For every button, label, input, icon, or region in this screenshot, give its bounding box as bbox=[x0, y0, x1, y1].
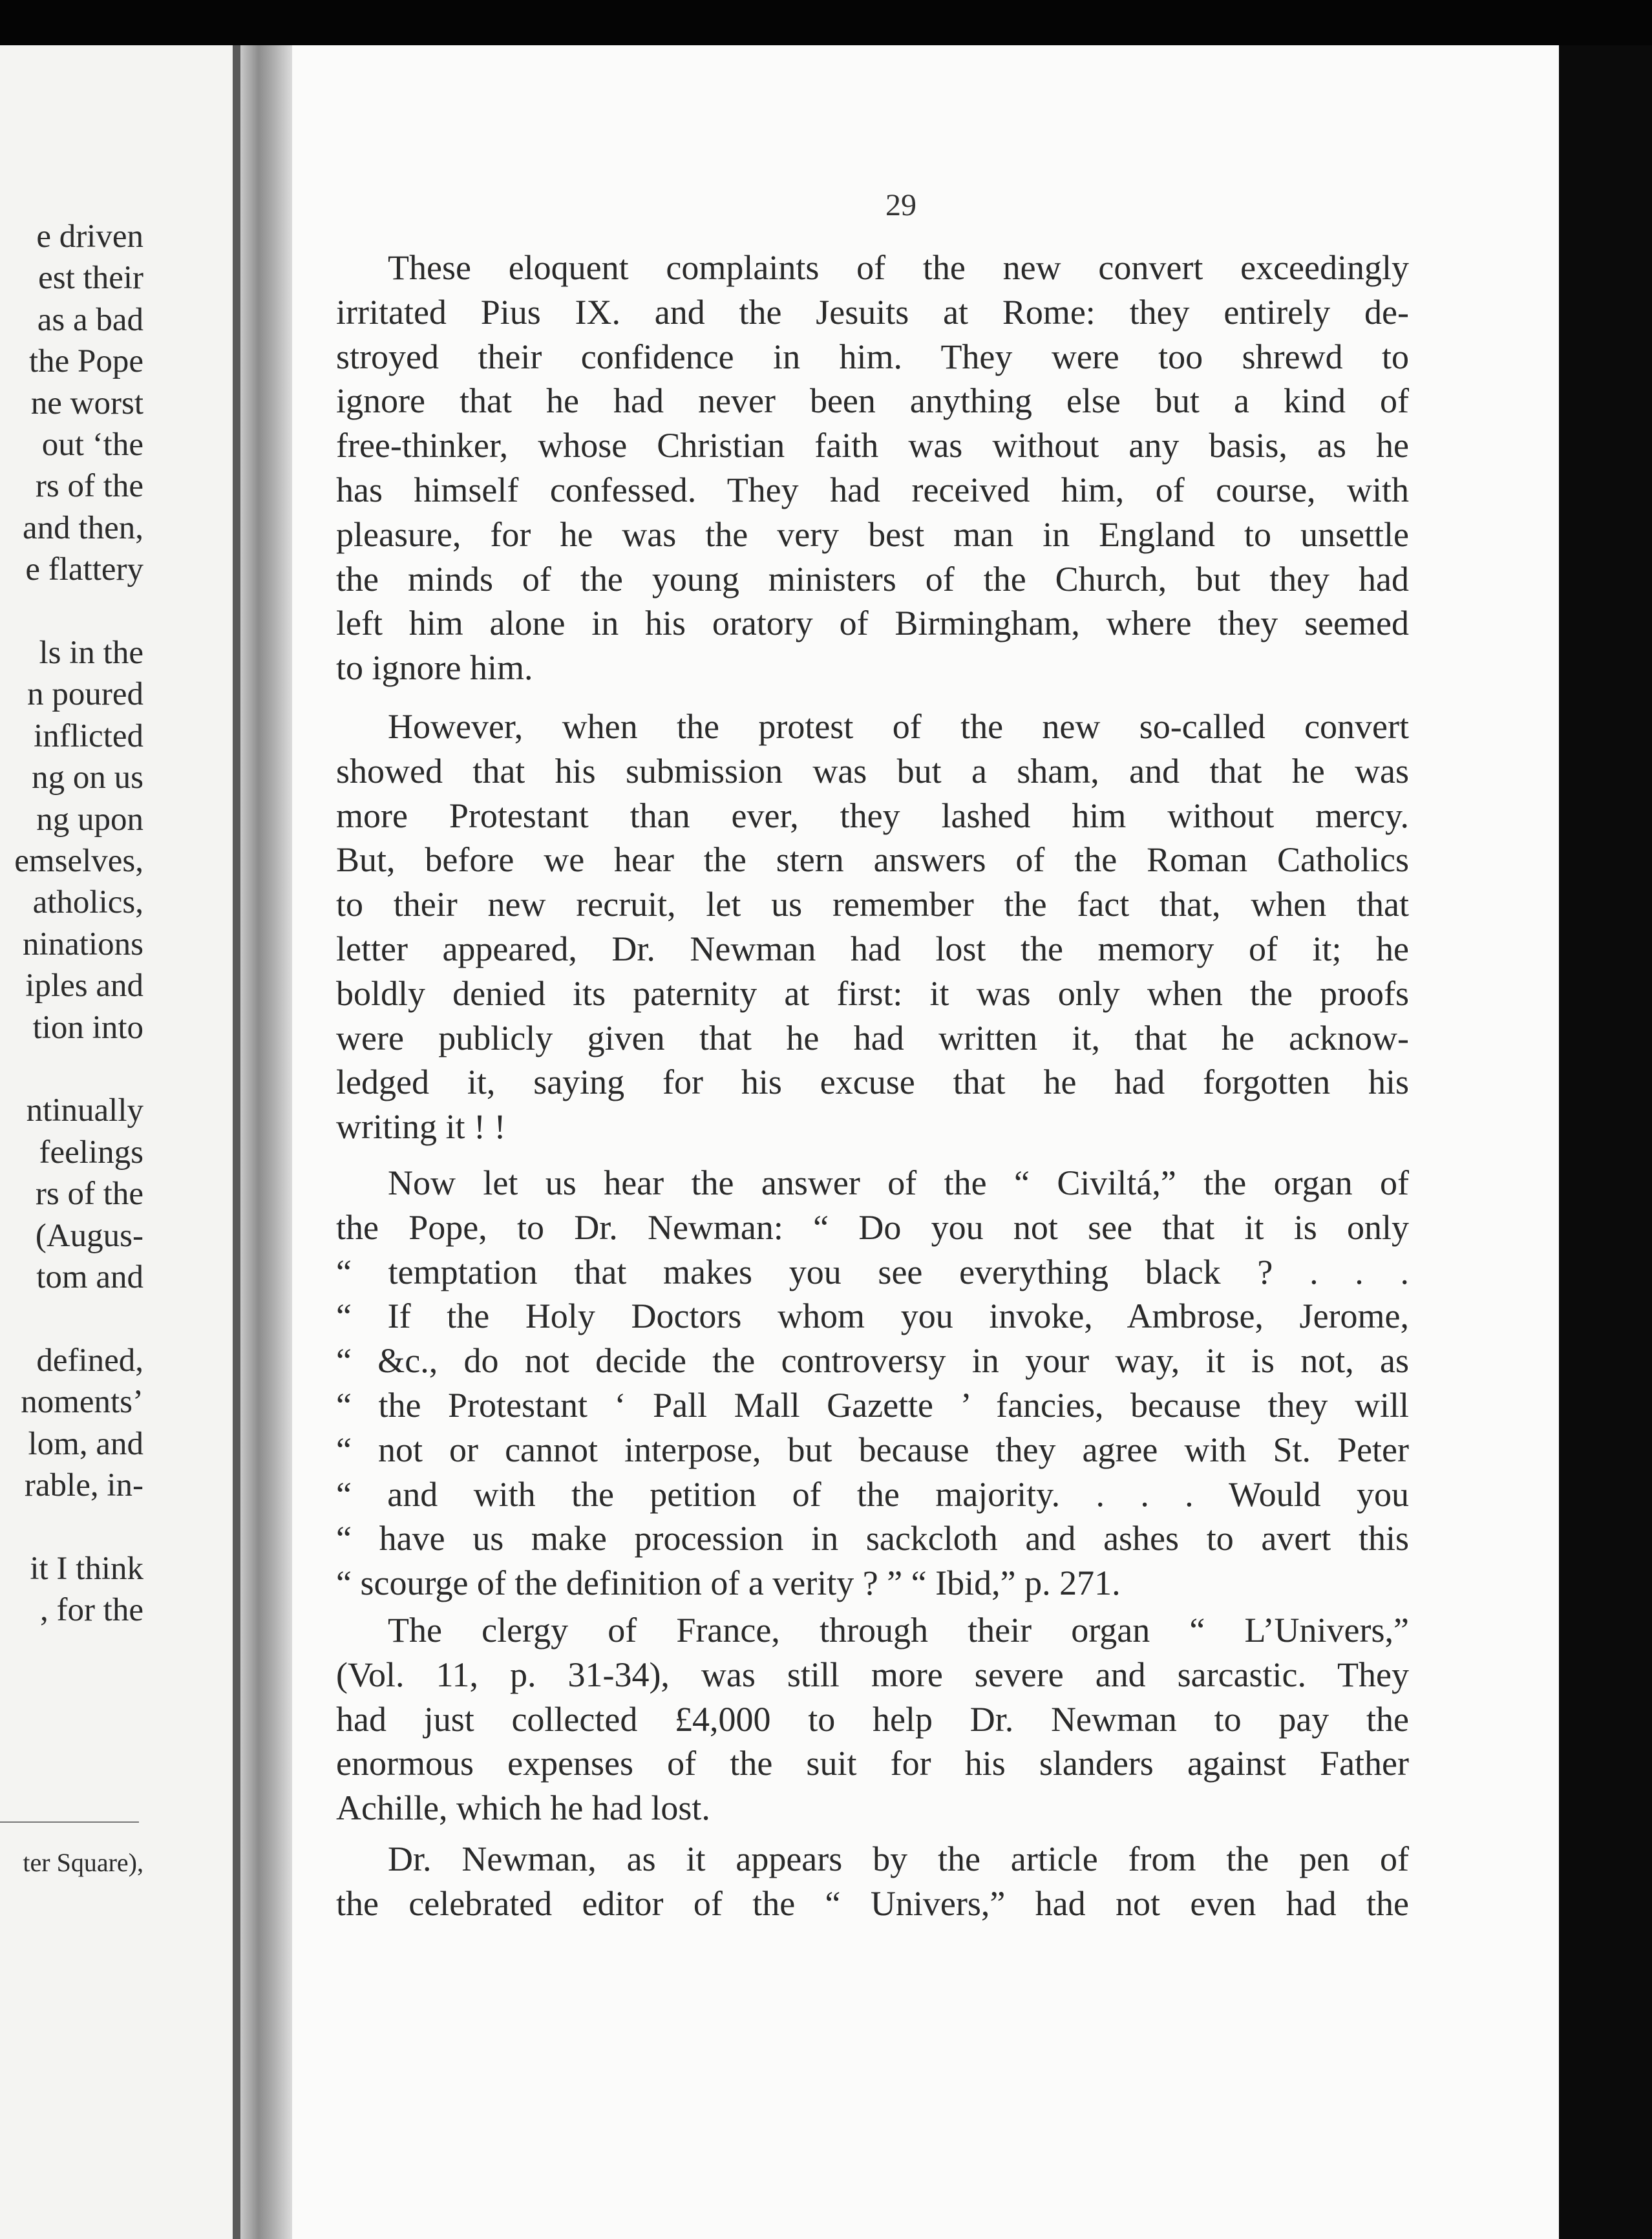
left-page-line: atholics, bbox=[32, 884, 143, 921]
text-line: had just collected £4,000 to help Dr. Newman to pay the bbox=[336, 1699, 1409, 1739]
left-page-line: lom, and bbox=[28, 1425, 143, 1462]
left-page-line: iples and bbox=[25, 968, 143, 1004]
text-line: Now let us hear the answer of the “ Civiltá,” the organ of bbox=[388, 1163, 1409, 1202]
footnote-rule bbox=[0, 1821, 139, 1823]
text-line: more Protestant than ever, they lashed him without mercy. bbox=[336, 796, 1409, 835]
left-page-line: (Augus- bbox=[35, 1217, 143, 1254]
left-page-line: it I think bbox=[30, 1550, 143, 1587]
left-page-line: tion into bbox=[32, 1009, 143, 1046]
text-line: the minds of the young ministers of the Church, but they had bbox=[336, 559, 1409, 599]
text-line: “ and with the petition of the majority. . . . Would you bbox=[336, 1474, 1409, 1514]
left-page-line: e flattery bbox=[25, 551, 143, 588]
text-line: free-thinker, whose Christian faith was without any basis, as he bbox=[336, 426, 1409, 465]
left-page-line: ng on us bbox=[32, 759, 143, 796]
left-page-line: and then, bbox=[23, 509, 143, 546]
left-page-line: ne worst bbox=[30, 385, 143, 421]
left-page-line: noments’ bbox=[21, 1384, 143, 1421]
left-page-line: n poured bbox=[27, 676, 143, 713]
text-line: letter appeared, Dr. Newman had lost the memory of it; he bbox=[336, 929, 1409, 968]
text-line: Dr. Newman, as it appears by the article from the pen of bbox=[388, 1839, 1409, 1878]
left-page bbox=[0, 45, 240, 2239]
text-line: to ignore him. bbox=[336, 648, 533, 688]
text-line: “ scourge of the definition of a verity ? ” “ Ibid,” p. 271. bbox=[336, 1564, 1121, 1603]
text-line: writing it ! ! bbox=[336, 1107, 506, 1147]
text-line: ledged it, saying for his excuse that he had forgotten his bbox=[336, 1063, 1409, 1102]
left-page-line: rs of the bbox=[35, 468, 143, 505]
left-page-line: rs of the bbox=[35, 1176, 143, 1213]
text-line: “ If the Holy Doctors whom you invoke, Ambrose, Jerome, bbox=[336, 1297, 1409, 1336]
text-line: The clergy of France, through their organ “ L’Univers,” bbox=[388, 1610, 1409, 1650]
text-line: the Pope, to Dr. Newman: “ Do you not see that it is only bbox=[336, 1207, 1409, 1247]
page-number: 29 bbox=[885, 188, 916, 222]
text-line: Achille, which he had lost. bbox=[336, 1788, 710, 1828]
text-line: has himself confessed. They had received him, of course, with bbox=[336, 470, 1409, 509]
text-line: to their new recruit, let us remember the fact that, when that bbox=[336, 885, 1409, 924]
left-page-line: tom and bbox=[36, 1259, 143, 1295]
left-page-line: ls in the bbox=[39, 635, 143, 671]
text-line: (Vol. 11, p. 31-34), was still more severe and sarcastic. They bbox=[336, 1655, 1409, 1694]
left-page-line: ntinually bbox=[26, 1092, 143, 1129]
text-line: These eloquent complaints of the new convert exceedingly bbox=[388, 248, 1409, 287]
right-scan-border bbox=[1559, 45, 1652, 2239]
text-line: “ temptation that makes you see everything black ? . . . bbox=[336, 1252, 1409, 1291]
text-line: boldly denied its paternity at first: it was only when the proofs bbox=[336, 973, 1409, 1013]
left-page-line: est their bbox=[38, 260, 143, 297]
text-line: ignore that he had never been anything else but a kind of bbox=[336, 381, 1409, 421]
text-line: “ not or cannot interpose, but because they agree with St. Peter bbox=[336, 1430, 1409, 1469]
left-page-line: out ‘the bbox=[41, 427, 143, 463]
text-line: stroyed their confidence in him. They were too shrewd to bbox=[336, 337, 1409, 376]
left-page-line: the Pope bbox=[28, 343, 143, 380]
text-line: But, before we hear the stern answers of the Roman Catholics bbox=[336, 840, 1409, 880]
left-page-line: defined, bbox=[36, 1342, 143, 1379]
book-gutter bbox=[240, 45, 292, 2239]
text-line: However, when the protest of the new so-called convert bbox=[388, 706, 1409, 746]
text-line: “ have us make procession in sackcloth and ashes to avert this bbox=[336, 1519, 1409, 1558]
paragraph bbox=[336, 246, 1409, 690]
paragraph bbox=[336, 705, 1409, 1149]
text-line: the celebrated editor of the “ Univers,” had not even had the bbox=[336, 1884, 1409, 1923]
left-page-line: emselves, bbox=[14, 843, 143, 879]
paragraph bbox=[336, 1837, 1409, 1926]
left-page-line: , for the bbox=[39, 1592, 143, 1629]
left-page-line: rable, in- bbox=[24, 1467, 143, 1503]
text-line: “ &c., do not decide the controversy in your way, it is not, as bbox=[336, 1341, 1409, 1381]
left-page-line: feelings bbox=[39, 1134, 143, 1171]
text-line: irritated Pius IX. and the Jesuits at Rome: they entirely de- bbox=[336, 292, 1409, 332]
paragraph bbox=[336, 1608, 1409, 1830]
left-page-line: inflicted bbox=[34, 717, 143, 754]
text-line: enormous expenses of the suit for his slanders against Father bbox=[336, 1744, 1409, 1783]
top-scan-border bbox=[0, 0, 1652, 45]
left-page-line: ninations bbox=[23, 926, 143, 962]
text-line: showed that his submission was but a sham, and that he was bbox=[336, 751, 1409, 791]
text-line: were publicly given that he had written it, that he acknow- bbox=[336, 1018, 1409, 1057]
left-page-footnote: ter Square), bbox=[23, 1848, 143, 1877]
left-page-line: ng upon bbox=[36, 801, 143, 838]
left-page-line: as a bad bbox=[37, 301, 143, 338]
left-page-line: e driven bbox=[36, 218, 143, 255]
text-line: left him alone in his oratory of Birmingham, where they seemed bbox=[336, 604, 1409, 643]
text-line: “ the Protestant ‘ Pall Mall Gazette ’ fancies, because they will bbox=[336, 1385, 1409, 1425]
body-text bbox=[336, 246, 1409, 1926]
text-line: pleasure, for he was the very best man in England to unsettle bbox=[336, 515, 1409, 554]
paragraph bbox=[336, 1161, 1409, 1606]
